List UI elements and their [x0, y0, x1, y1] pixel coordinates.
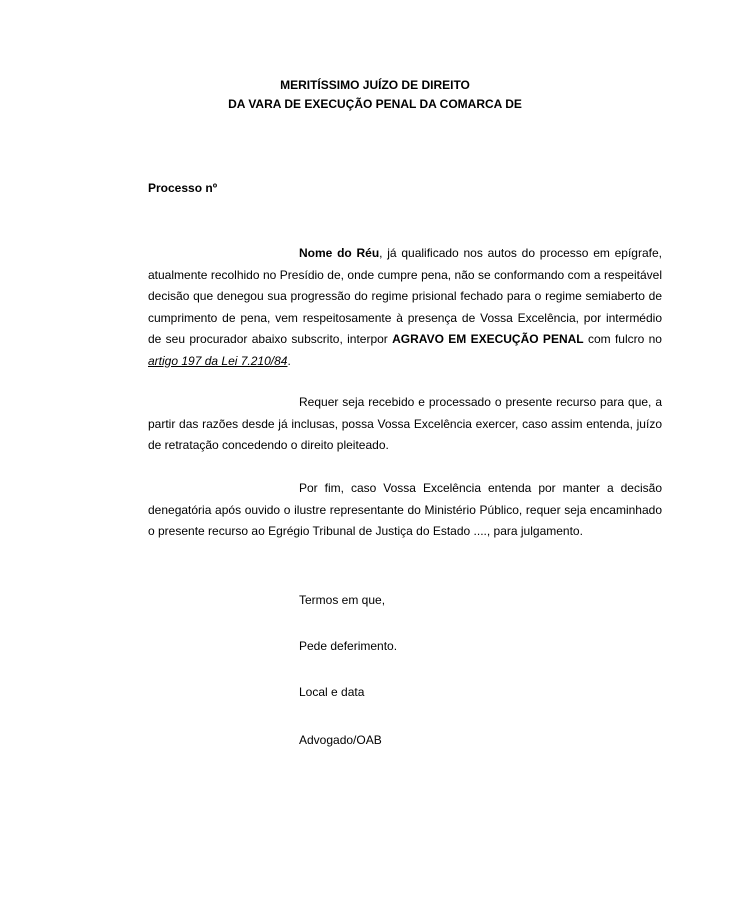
- processo-label: Processo nº: [148, 181, 218, 195]
- petition-text-a: , já qualificado nos autos do processo em epígrafe, atualmente recolhido no Presídio de, onde cumpre pena, não se conformando com a respeitável decisão que denegou sua progressão do regime prisional fechado para o regime semiaberto de cumprimento de pena, vem respeitosamente à presença de Vossa Excelência, por intermédio de seu procurador abaixo subscrito, interpor: [148, 246, 662, 346]
- heading-line-1: MERITÍSSIMO JUÍZO DE DIREITO: [280, 78, 470, 92]
- paragraph-request: Requer seja recebido e processado o presente recurso para que, a partir das razões desde já inclusas, possa Vossa Excelência exercer, caso assim entenda, juízo de retratação concedendo o direito pleiteado.: [148, 395, 662, 452]
- heading-line-2: DA VARA DE EXECUÇÃO PENAL DA COMARCA DE: [228, 97, 522, 111]
- recurso-title: AGRAVO EM EXECUÇÃO PENAL: [392, 332, 584, 346]
- closing-local-data: Local e data: [299, 685, 365, 699]
- petition-text-c: .: [287, 353, 291, 368]
- paragraph-final: Por fim, caso Vossa Excelência entenda por manter a decisão denegatória após ouvido o ilustre representante do Ministério Público, requer seja encaminhado o presente recurso ao Egrégio Tribunal de Justiça do Estado ...., para julgamento.: [148, 481, 662, 538]
- law-reference-link[interactable]: artigo 197 da Lei 7.210/84: [148, 353, 288, 368]
- petition-text-b: com fulcro no: [583, 332, 662, 346]
- closing-pede-deferimento: Pede deferimento.: [299, 639, 398, 653]
- closing-termos: Termos em que,: [299, 593, 386, 607]
- reu-name: Nome do Réu: [299, 246, 380, 260]
- paragraph-petition: [148, 243, 662, 372]
- closing-advogado: Advogado/OAB: [299, 733, 382, 747]
